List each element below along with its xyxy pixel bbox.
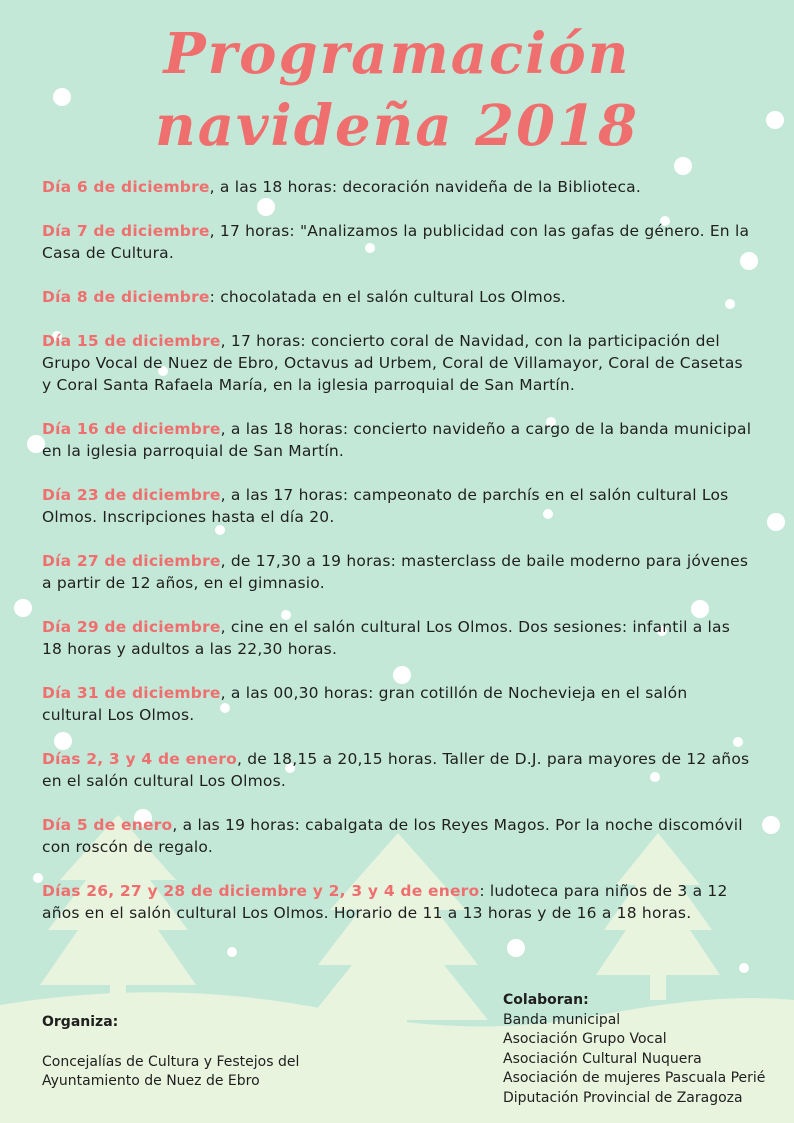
event-date: Día 8 de diciembre [42, 288, 210, 306]
collaborators-label: Colaboran: [503, 992, 589, 1008]
event-date: Días 2, 3 y 4 de enero [42, 750, 237, 768]
collaborator-item: Banda municipal [503, 1011, 621, 1028]
event-item [42, 748, 752, 792]
event-description: , cine en el salón cultural Los Olmos. Dos sesiones: infantil a las 18 horas y adultos a las 22,30 horas. [42, 618, 731, 658]
event-date: Día 23 de diciembre [42, 486, 221, 504]
page-title-line2: navideña 2018 [155, 93, 639, 159]
event-description: , de 18,15 a 20,15 horas. Taller de D.J. para mayores de 12 años en el salón cultural Los Olmos. [42, 750, 750, 790]
event-description: , a las 00,30 horas: gran cotillón de Nochevieja en el salón cultural Los Olmos. [42, 684, 688, 724]
event-item [42, 550, 752, 594]
event-description: : ludoteca para niños de 3 a 12 años en el salón cultural Los Olmos. Horario de 11 a 13 horas y de 16 a 18 horas. [42, 882, 728, 922]
event-description: , a las 19 horas: cabalgata de los Reyes Magos. Por la noche discomóvil con roscón de regalo. [42, 816, 743, 856]
event-item [42, 616, 752, 660]
event-description: , a las 18 horas: decoración navideña de la Biblioteca. [209, 178, 642, 196]
event-item [42, 418, 752, 462]
event-item [42, 484, 752, 528]
event-date: Día 6 de diciembre [42, 178, 210, 196]
event-description: , a las 18 horas: concierto navideño a cargo de la banda municipal en la iglesia parroquial de San Martín. [42, 420, 752, 460]
organizer-label: Organiza: [42, 1014, 119, 1030]
event-date: Día 7 de diciembre [42, 222, 210, 240]
event-date: Día 15 de diciembre [42, 332, 221, 350]
event-item [42, 880, 752, 924]
collaborator-item: Asociación Grupo Vocal [503, 1031, 667, 1047]
event-description: , 17 horas: "Analizamos la publicidad con las gafas de género. En la Casa de Cultura. [42, 222, 750, 262]
collaborator-item: Asociación de mujeres Pascuala Perié [503, 1070, 766, 1086]
organizer-line: Ayuntamiento de Nuez de Ebro [42, 1073, 260, 1089]
event-item [42, 176, 752, 198]
organizer-block [42, 1013, 299, 1092]
event-description: , 17 horas: concierto coral de Navidad, con la participación del Grupo Vocal de Nuez de Ebro, Octavus ad Urbem, Coral de Villamayor, Coral de Casetas y Coral Santa Rafaela María, en la iglesia parroquial de San Martín. [42, 332, 743, 394]
page-title-line1: Programación [163, 21, 631, 87]
event-description: , de 17,30 a 19 horas: masterclass de baile moderno para jóvenes a partir de 12 años, en el gimnasio. [42, 552, 749, 592]
event-date: Día 16 de diciembre [42, 420, 221, 438]
event-date: Día 5 de enero [42, 816, 173, 834]
organizer-line: Concejalías de Cultura y Festejos del [42, 1053, 300, 1070]
collaborator-item: Diputación Provincial de Zaragoza [503, 1089, 743, 1106]
event-item [42, 814, 752, 858]
event-list [42, 176, 752, 946]
event-description: , a las 17 horas: campeonato de parchís en el salón cultural Los Olmos. Inscripciones hasta el día 20. [42, 486, 729, 526]
event-item [42, 682, 752, 726]
event-item [42, 286, 752, 308]
event-item [42, 330, 752, 396]
event-date: Día 27 de diciembre [42, 552, 221, 570]
event-date: Días 26, 27 y 28 de diciembre y 2, 3 y 4 de enero [42, 882, 480, 900]
event-date: Día 31 de diciembre [42, 684, 221, 702]
event-item [42, 220, 752, 264]
collaborators-block [503, 991, 765, 1108]
event-date: Día 29 de diciembre [42, 618, 221, 636]
event-description: : chocolatada en el salón cultural Los Olmos. [209, 288, 567, 306]
collaborator-item: Asociación Cultural Nuquera [503, 1050, 702, 1067]
